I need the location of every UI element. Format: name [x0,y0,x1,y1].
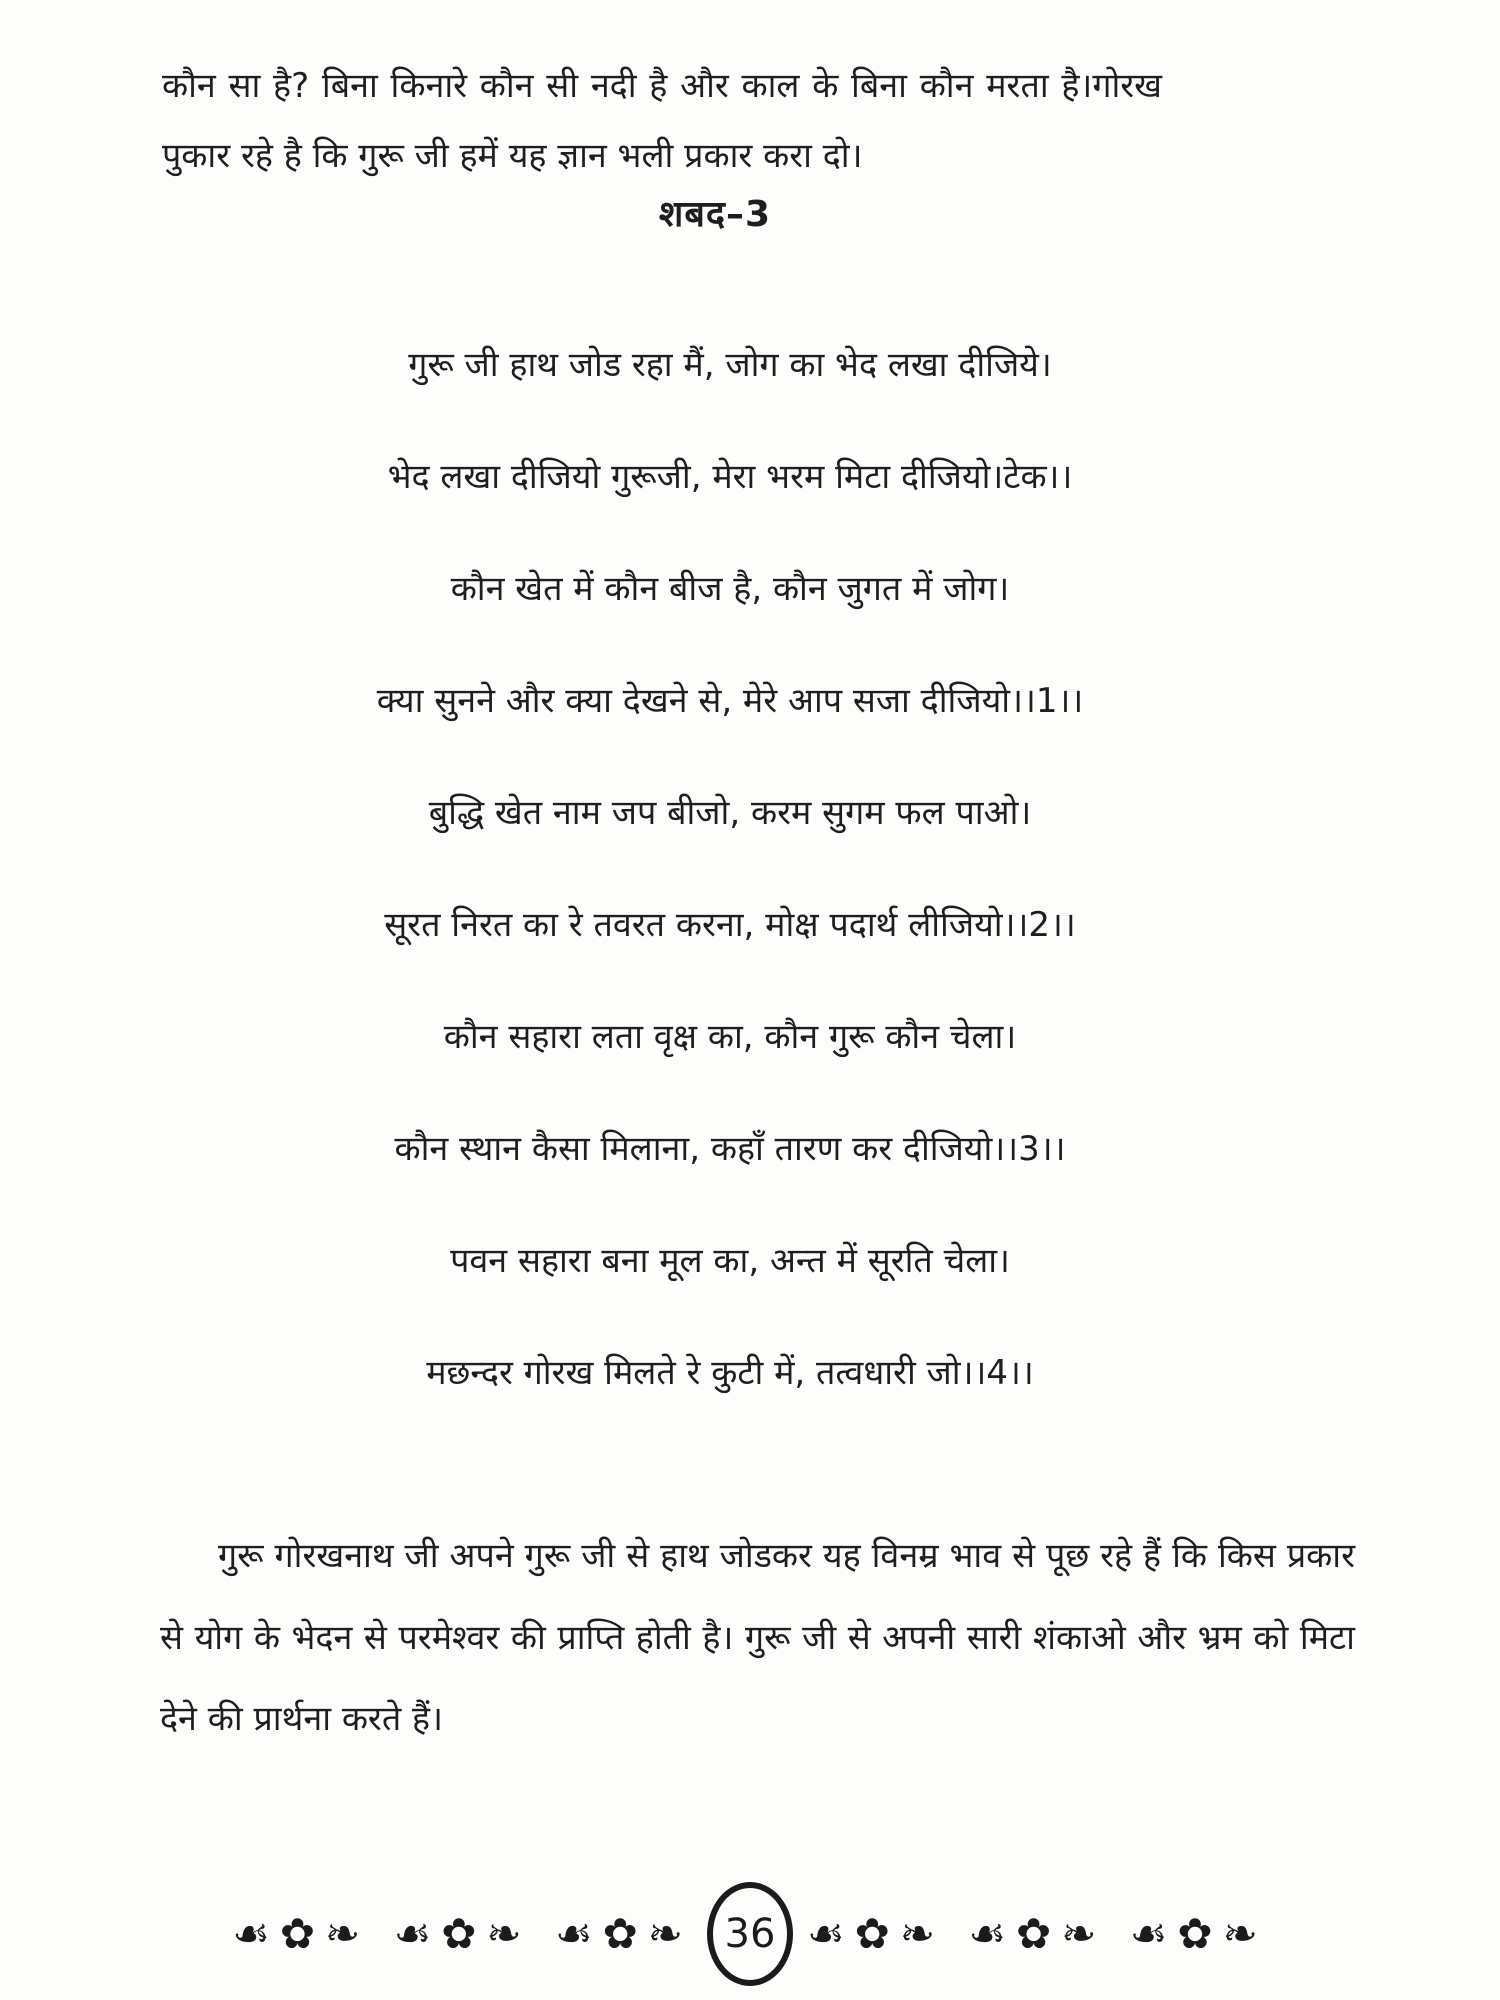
verse-line: क्या सुनने और क्या देखने से, मेरे आप सजा दीजियो।।1।। [376,681,1084,721]
verse-line: भेद लखा दीजियो गुरूजी, मेरा भरम मिटा दीजियो।टेक।। [387,457,1073,497]
top-paragraph: कौन सा है? बिना किनारे कौन सी नदी है और काल के बिना कौन मरता है।गोरख पुकार रहे है कि गुरू जी हमें यह ज्ञान भली प्रकार करा दो। [162,66,1162,176]
verse-line: मछन्दर गोरख मिलते रे कुटी में, तत्वधारी जो।।4।। [426,1353,1034,1393]
verse-line: सूरत निरत का रे तवरत करना, मोक्ष पदार्थ लीजियो।।2।। [384,905,1076,945]
verse-line: पवन सहारा बना मूल का, अन्त में सूरति चेला। [450,1241,1010,1281]
verse-line: गुरू जी हाथ जोड रहा मैं, जोग का भेद लखा दीजिये। [408,345,1052,385]
bottom-paragraph: गुरू गोरखनाथ जी अपने गुरू जी से हाथ जोडकर यह विनम्र भाव से पूछ रहे हैं कि किस प्रकार से योग के भेदन से परमेश्वर की प्राप्ति होती है। गुरू जी से अपनी सारी शंकाओ और भ्रम को मिटा देने की प्रार्थना करते हैं। [160,1536,1355,1740]
page-number-badge [707,1882,793,1986]
verse-line: कौन खेत में कौन बीज है, कौन जुगत में जोग। [450,569,1010,609]
section-heading: शबद–3 [658,194,772,235]
footer-ornament-right-icon: ☙✿❧ ☙✿❧ ☙✿❧ [807,1909,1268,1958]
verse-block [150,340,1310,1460]
page-footer [0,1882,1500,1986]
verse-line: कौन स्थान कैसा मिलाना, कहाँ तारण कर दीजियो।।3।। [394,1129,1066,1169]
verse-line: कौन सहारा लता वृक्ष का, कौन गुरू कौन चेला। [443,1017,1017,1057]
page-number: 36 [724,1911,776,1957]
footer-ornament-left-icon: ☙✿❧ ☙✿❧ ☙✿❧ [232,1909,693,1958]
verse-line: बुद्धि खेत नाम जप बीजो, करम सुगम फल पाओ। [428,793,1032,833]
